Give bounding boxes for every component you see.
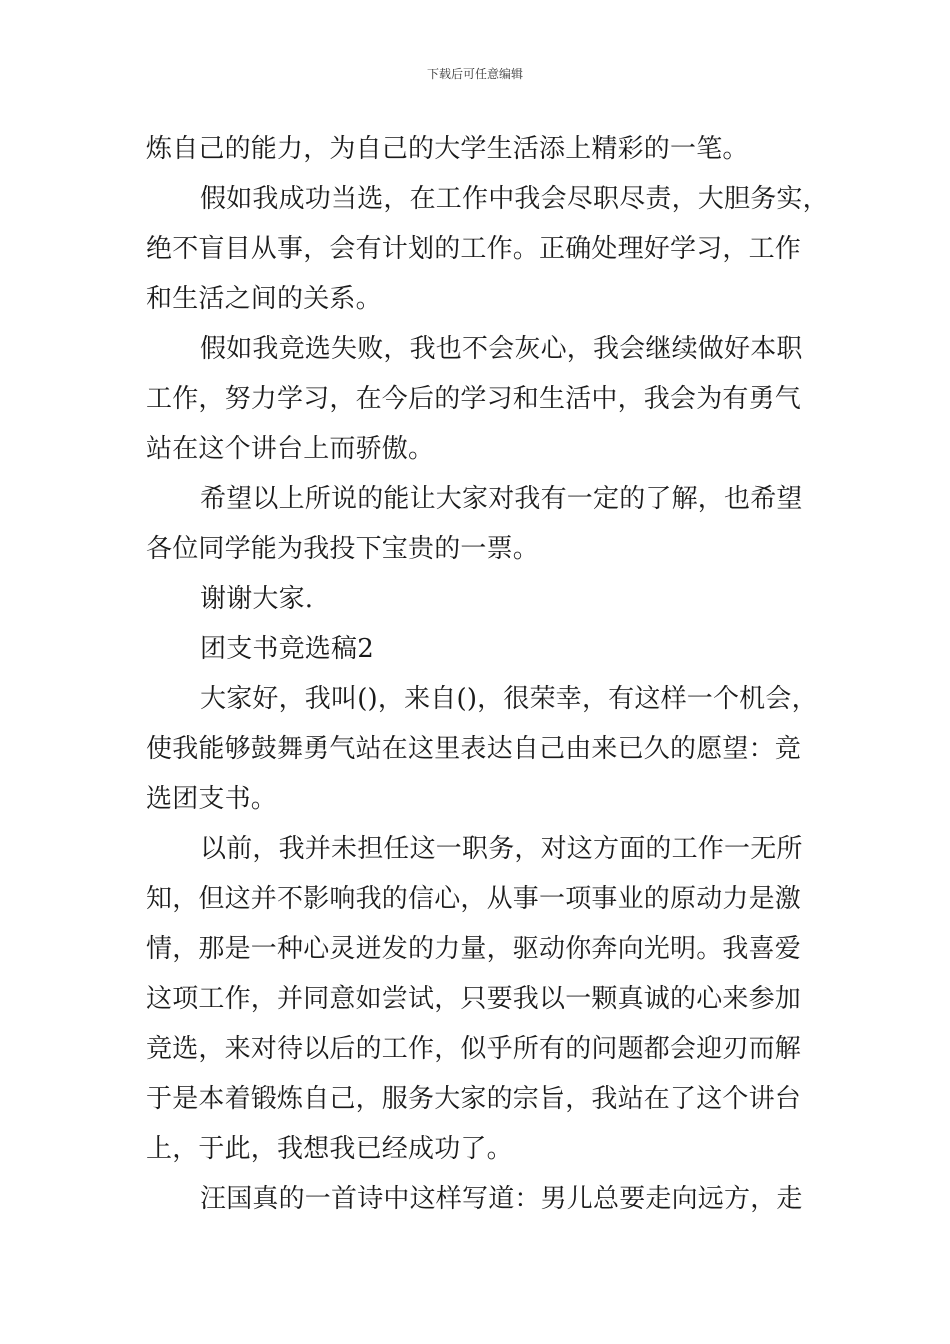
text-line: 和生活之间的关系。 xyxy=(146,284,382,314)
text-line: 工作，努力学习，在今后的学习和生活中，我会为有勇气 xyxy=(146,384,802,414)
text-line: 知，但这并不影响我的信心，从事一项事业的原动力是激 xyxy=(146,884,802,914)
text-line: 假如我竞选失败，我也不会灰心，我会继续做好本职 xyxy=(200,334,803,364)
text-line: 各位同学能为我投下宝贵的一票。 xyxy=(146,534,540,564)
text-line: 竞选，来对待以后的工作，似乎所有的问题都会迎刃而解 xyxy=(146,1034,802,1064)
text-line: 谢谢大家. xyxy=(200,584,314,614)
text-line: 于是本着锻炼自己，服务大家的宗旨，我站在了这个讲台 xyxy=(146,1084,802,1114)
text-line: 这项工作，并同意如尝试，只要我以一颗真诚的心来参加 xyxy=(146,984,802,1014)
text-line: 汪国真的一首诗中这样写道：男儿总要走向远方，走 xyxy=(200,1184,803,1214)
page-header: 下载后可任意编辑 xyxy=(426,67,523,81)
text-line: 炼自己的能力，为自己的大学生活添上精彩的一笔。 xyxy=(146,134,749,164)
text-line: 以前，我并未担任这一职务，对这方面的工作一无所 xyxy=(200,834,803,864)
text-line: 使我能够鼓舞勇气站在这里表达自己由来已久的愿望：竞 xyxy=(146,734,802,764)
text-line: 大家好，我叫()，来自()，很荣幸，有这样一个机会， xyxy=(200,684,818,714)
document-body xyxy=(146,124,836,1224)
text-line: 希望以上所说的能让大家对我有一定的了解，也希望 xyxy=(200,484,803,514)
text-line: 假如我成功当选，在工作中我会尽职尽责，大胆务实， xyxy=(200,184,829,214)
text-line: 上，于此，我想我已经成功了。 xyxy=(146,1134,513,1164)
text-line: 选团支书。 xyxy=(146,784,278,814)
text-line: 绝不盲目从事，会有计划的工作。正确处理好学习，工作 xyxy=(146,234,802,264)
text-line: 情，那是一种心灵迸发的力量，驱动你奔向光明。我喜爱 xyxy=(146,934,802,964)
text-line: 站在这个讲台上而骄傲。 xyxy=(146,434,435,464)
section-title: 团支书竞选稿2 xyxy=(200,634,374,664)
